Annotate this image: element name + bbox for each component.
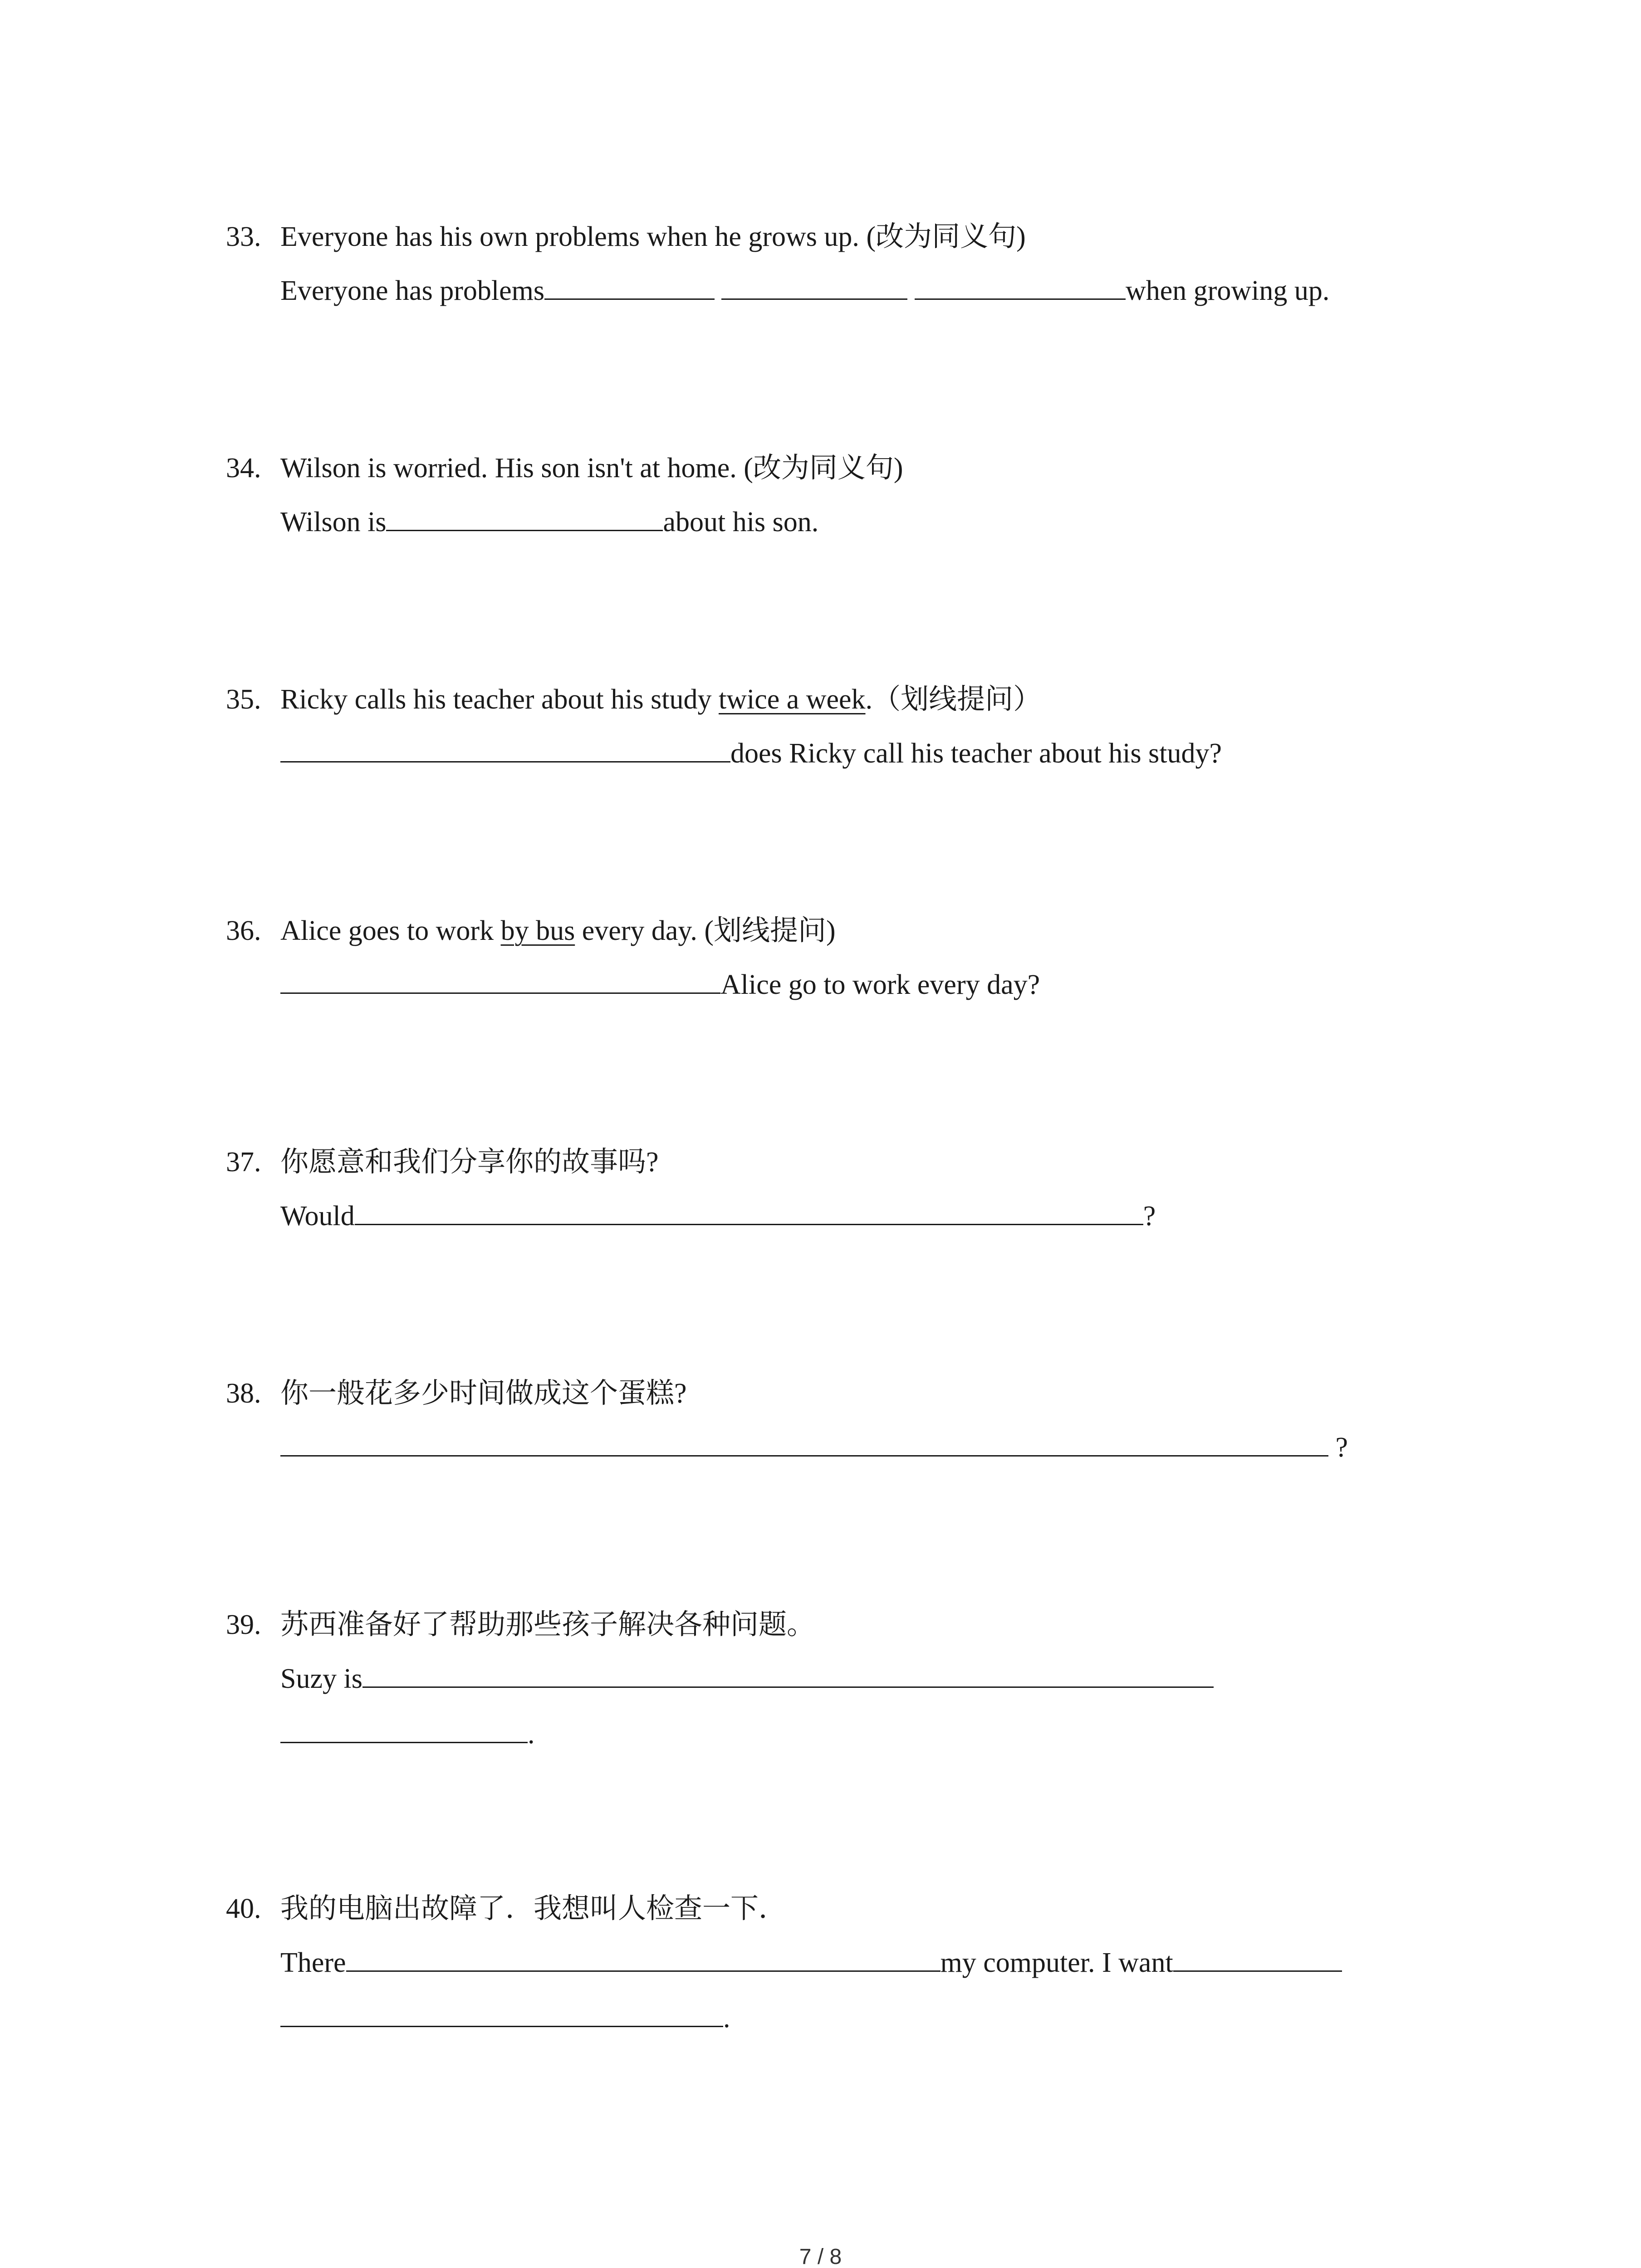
page-number: 7 / 8: [799, 2245, 842, 2268]
question-number: 33.: [226, 221, 261, 252]
question-number: 35.: [226, 684, 261, 715]
question-36-prompt: [226, 913, 836, 949]
question-number: 34.: [226, 453, 261, 484]
question-34-prompt: [226, 450, 903, 486]
question-text: Ricky calls his teacher about his study: [280, 684, 719, 715]
underlined-phrase: twice a week: [718, 684, 866, 715]
question-37-prompt: [226, 1144, 659, 1180]
answer-lead-text: Suzy is: [280, 1663, 362, 1694]
answer-blank[interactable]: [280, 964, 720, 994]
answer-tail-text: does Ricky call his teacher about his study?: [730, 738, 1222, 769]
answer-blank[interactable]: [544, 270, 715, 300]
answer-lead-text: Everyone has problems: [280, 275, 544, 306]
question-39-answer-line-1: [280, 1658, 1214, 1697]
answer-blank[interactable]: [280, 1714, 528, 1743]
question-number: 37.: [226, 1147, 261, 1178]
answer-blank[interactable]: [355, 1196, 1143, 1225]
answer-lead-text: There: [280, 1947, 346, 1978]
question-38-prompt: [226, 1375, 687, 1412]
question-number: 40.: [226, 1893, 261, 1924]
question-text: 苏西准备好了帮助那些孩子解决各种问题。: [280, 1609, 815, 1640]
answer-middle-text: my computer. I want: [940, 1947, 1173, 1978]
answer-lead-text: Would: [280, 1201, 355, 1232]
question-39-answer-line-2: [280, 1714, 535, 1752]
underlined-phrase: by bus: [500, 915, 575, 946]
instruction-text: (改为同义句): [736, 453, 903, 484]
question-text: 我的电脑出故障了．我想叫人检查一下．: [280, 1893, 787, 1924]
question-36-answer: [280, 964, 1040, 1003]
question-40-prompt: [226, 1891, 787, 1927]
question-40-answer-line-1: [280, 1942, 1342, 1981]
question-39-prompt: [226, 1607, 815, 1643]
answer-tail-text: .: [528, 1719, 535, 1750]
question-35-answer: [280, 733, 1222, 772]
answer-blank[interactable]: [280, 733, 730, 763]
answer-blank[interactable]: [721, 270, 907, 300]
question-text: Wilson is worried. His son isn't at home.: [280, 453, 737, 484]
question-40-answer-line-2: [280, 1998, 730, 2036]
question-text: 你愿意和我们分享你的故事吗?: [280, 1147, 659, 1178]
answer-blank[interactable]: [362, 1658, 1214, 1688]
question-34-answer: [280, 502, 818, 540]
question-33-prompt: [226, 219, 1026, 255]
question-number: 39.: [226, 1609, 261, 1640]
instruction-text: (改为同义句): [859, 221, 1026, 252]
answer-lead-text: Wilson is: [280, 507, 387, 538]
question-text-end: every day.: [575, 915, 697, 946]
question-37-answer: [280, 1196, 1156, 1234]
question-number: 36.: [226, 915, 261, 946]
answer-tail-text: ?: [1143, 1201, 1156, 1232]
answer-tail-text: Alice go to work every day?: [720, 969, 1040, 1000]
answer-blank[interactable]: [280, 1998, 723, 2027]
question-number: 38.: [226, 1378, 261, 1409]
question-38-answer: [280, 1427, 1348, 1466]
question-text: Everyone has his own problems when he grows up.: [280, 221, 859, 252]
answer-blank[interactable]: [915, 270, 1126, 300]
question-text: Alice goes to work: [280, 915, 501, 946]
answer-tail-text: ?: [1328, 1432, 1348, 1463]
instruction-text: (划线提问): [697, 915, 836, 946]
question-33-answer: [280, 270, 1329, 309]
answer-tail-text: .: [723, 2003, 730, 2033]
answer-blank[interactable]: [1173, 1942, 1342, 1972]
answer-tail-text: about his son.: [663, 507, 819, 538]
question-text: 你一般花多少时间做成这个蛋糕?: [280, 1378, 687, 1409]
instruction-text: （划线提问）: [872, 684, 1042, 715]
answer-tail-text: when growing up.: [1125, 275, 1330, 306]
question-text-end: .: [865, 684, 873, 715]
answer-blank[interactable]: [386, 502, 663, 531]
question-35-prompt: [226, 681, 1041, 718]
answer-blank[interactable]: [346, 1942, 941, 1972]
answer-blank[interactable]: [280, 1427, 1328, 1457]
